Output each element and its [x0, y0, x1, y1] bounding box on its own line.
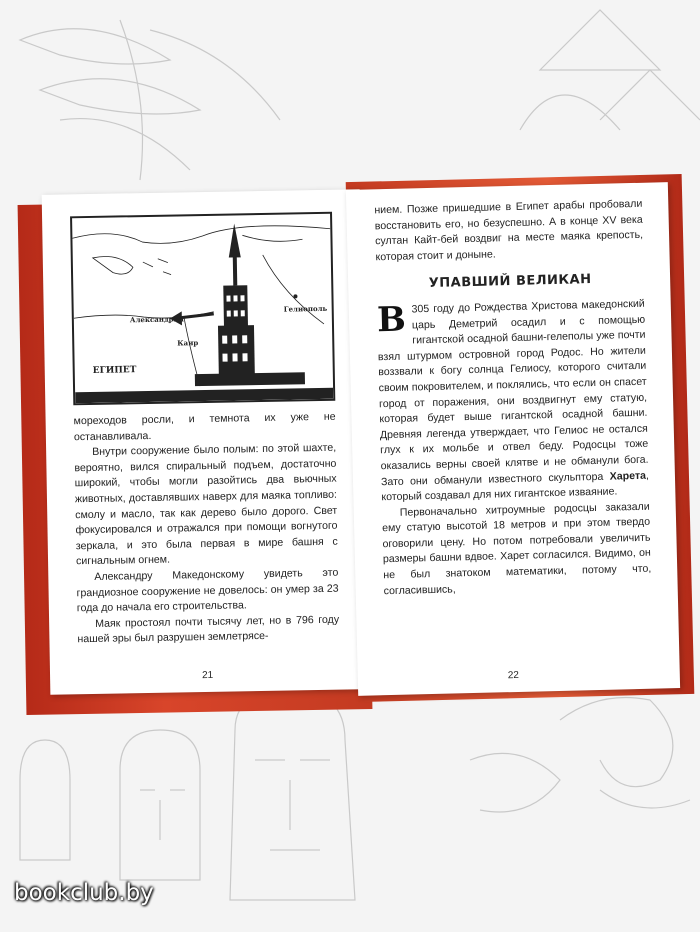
- drop-cap: В: [376, 299, 407, 341]
- lighthouse-map-illustration: [70, 212, 335, 406]
- label-alexandria: Александрия: [129, 314, 184, 325]
- right-page: [346, 182, 680, 696]
- paragraph: В 305 году до Рождества Христова македонский царь Деметрий осадил и с помощью гигантской осадной башни-гелеполы уже почти взял штурмом островной город Родос. Но жители воззвали к богу солнца Гелиосу, которого считали своим покровителем, и поклялись, что если он спасет город от поражения, они воздвигнут ему статую, которая будет выше гигантской осадной башни. Древняя легенда утверждает, что Гелиос не остался глух к их мольбе и отвел беду. Родосцы тоже оказались верны своей клятве и не обманули бога. Зато они обманули известного скульптора Харета, который создавал для них гигантское изваяние.: [376, 297, 650, 504]
- label-cairo: Каир: [177, 338, 199, 348]
- open-book: [22, 178, 687, 718]
- label-egypt: ЕГИПЕТ: [92, 365, 137, 376]
- paragraph: Маяк простоял почти тысячу лет, но в 796 году нашей эры был разрушен землетрясе-: [77, 613, 340, 646]
- site-watermark: bookclub.by: [14, 880, 154, 906]
- page-number-left: 21: [201, 669, 214, 682]
- left-page-text: [73, 410, 339, 648]
- chapter-heading: УПАВШИЙ ВЕЛИКАН: [428, 272, 592, 292]
- paragraph: Внутри сооружение было полым: по этой шахте, вероятно, вился спиральный подъем, достаточно широкий, чтобы могли разойтись два вьючных животных, доставлявших наверх для маяка топливо: смолу и масло, так как дерево было дорого. Свет фокусировался и отражался при помощи вогнутого зеркала, и это была первая в мире башня с сигнальным огнем.: [74, 441, 338, 568]
- page-number-right: 22: [507, 669, 520, 682]
- paragraph: мореходов росли, и темнота их уже не останавливала.: [73, 410, 336, 443]
- paragraph: Александру Македонскому увидеть это грандиозное сооружение не довелось: он умер за 23 года до начала его строительства.: [76, 566, 339, 615]
- left-page: [42, 189, 369, 694]
- label-heliopolis: Гелиополь: [283, 303, 328, 314]
- paragraph: нием. Позже пришедшие в Египет арабы пробовали восстановить его, но безуспешно. А в конце XV века султан Кайт-бей воздвиг на месте маяка крепость, которая стоит и доныне.: [374, 197, 644, 264]
- right-page-text: [374, 197, 652, 600]
- sculptor-name: Харета: [609, 469, 647, 483]
- paragraph: Первоначально хитроумные родосцы заказали ему статую высотой 18 метров и при этом твердо оговорили цену. Но потом потребовали увеличить размеры башни вдвое. Харет согласился. Видимо, он не был знатоком математики, потому что, согласившись,: [382, 500, 652, 597]
